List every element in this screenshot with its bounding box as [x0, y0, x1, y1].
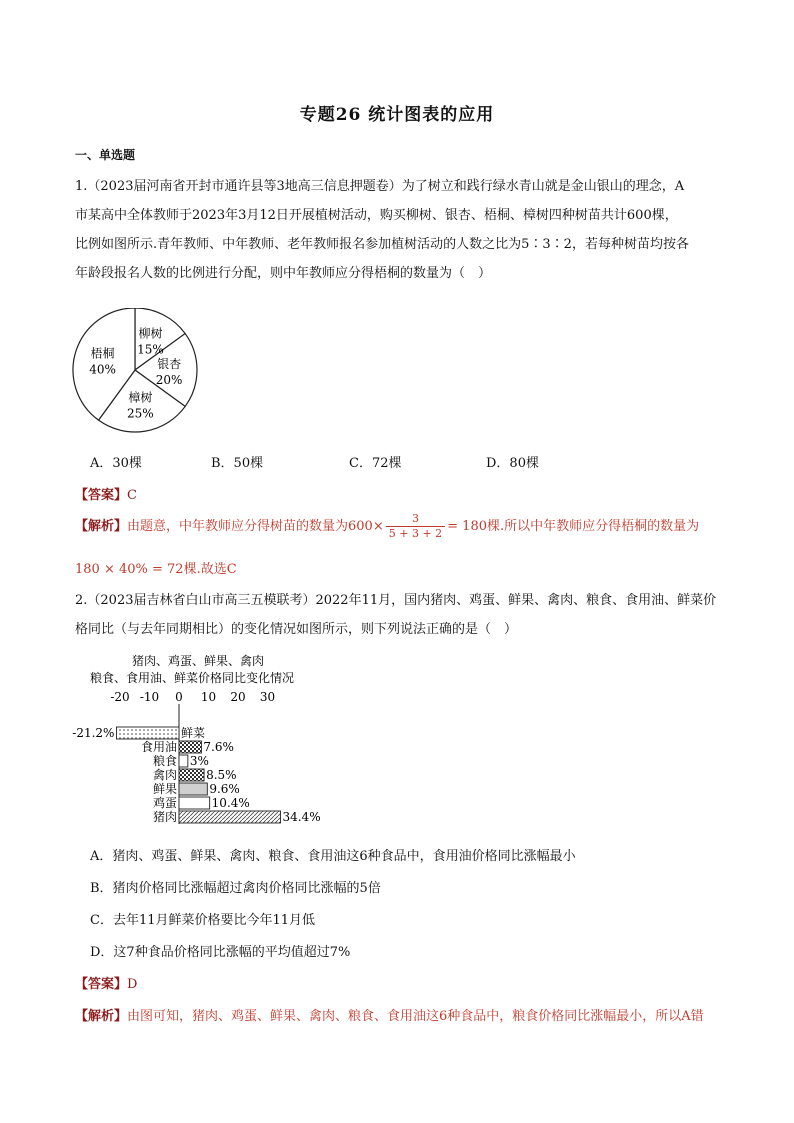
- analysis-text: 由图可知，猪肉、鸡蛋、鲜果、禽肉、粮食、食用油这6种食品中，粮食价格同比涨幅最小，所以A错: [127, 1009, 704, 1024]
- q1-answer: [75, 484, 137, 503]
- price-change-bar-chart: [70, 652, 330, 828]
- x-tick-label: 30: [259, 690, 276, 704]
- q1-line: 市某高中全体教师于2023年3月12日开展植树活动，购买柳树、银杏、梧桐、樟树四种树苗共计600棵，: [75, 208, 678, 223]
- value-label: 8.5%: [206, 768, 237, 782]
- fraction: [386, 512, 445, 541]
- pie-slice-name: 梧桐: [90, 346, 115, 361]
- category-label: 粮食: [152, 754, 177, 768]
- q1-line: 年龄段报名人数的比例进行分配，则中年教师应分得梧桐的数量为（ ）: [75, 266, 492, 281]
- section-heading: 一、单选题: [75, 148, 136, 162]
- pie-slice-name: 樟树: [128, 390, 153, 405]
- question-1-text: [75, 172, 723, 288]
- q2-analysis: [75, 1005, 735, 1024]
- q2-answer: [75, 973, 137, 992]
- value-label: -21.2%: [72, 726, 115, 740]
- answer-value: C: [127, 488, 137, 503]
- x-tick-labels: [110, 690, 275, 704]
- q1-line: 比例如图所示.青年教师、中年教师、老年教师报名参加植树活动的人数之比为5∶3∶2，若每种树苗均按各: [75, 237, 689, 252]
- pie-slice-percent: 25%: [126, 406, 154, 421]
- q1-analysis-line2: 180 × 40% = 72棵.故选C: [75, 562, 237, 577]
- x-tick-label: 10: [200, 690, 217, 704]
- bar-鲜菜: [116, 727, 179, 739]
- category-label: 鸡蛋: [152, 796, 177, 810]
- analysis-text: = 180棵.所以中年教师应分得梧桐的数量为: [447, 519, 700, 534]
- q2-option-d[interactable]: D．这7种食品价格同比涨幅的平均值超过7%: [90, 945, 351, 960]
- q1-option-b[interactable]: B．50棵: [211, 456, 264, 471]
- tree-pie-chart: [68, 308, 208, 434]
- pie-slice-name: 柳树: [138, 326, 163, 341]
- analysis-tag: 【解析】: [75, 519, 128, 534]
- q1-option-c[interactable]: C．72棵: [349, 456, 402, 471]
- q2-option-c[interactable]: C．去年11月鲜菜价格要比今年11月低: [90, 913, 316, 928]
- fraction-numerator: 3: [386, 512, 445, 527]
- q2-option-a[interactable]: A．猪肉、鸡蛋、鲜果、禽肉、粮食、食用油这6种食品中，食用油价格同比涨幅最小: [90, 849, 576, 864]
- value-label: 9.6%: [209, 782, 240, 796]
- q2-option-b[interactable]: B．猪肉价格同比涨幅超过禽肉价格同比涨幅的5倍: [90, 881, 381, 896]
- pie-slice-percent: 20%: [155, 373, 183, 387]
- x-tick-label: -20: [110, 690, 130, 704]
- pie-slice-name: 银杏: [157, 357, 182, 371]
- analysis-text: 由题意，中年教师应分得树苗的数量为600×: [127, 519, 384, 534]
- x-tick-label: 20: [230, 690, 246, 704]
- answer-value: D: [127, 977, 138, 992]
- category-label: 猪肉: [152, 810, 177, 824]
- bar-食用油: [179, 741, 201, 753]
- q1-line: 1.（2023届河南省开封市通许县等3地高三信息押题卷）为了树立和践行绿水青山就是金山银山的理念，A: [75, 179, 685, 194]
- bar-鸡蛋: [179, 797, 210, 809]
- q1-analysis: [75, 512, 735, 541]
- fraction-denominator: 5 + 3 + 2: [388, 527, 443, 540]
- pie-slice-percent: 15%: [137, 342, 164, 357]
- chart-title-line2: 粮食、食用油、鲜菜价格同比变化情况: [89, 671, 295, 685]
- page-title: 专题26 统计图表的应用: [299, 105, 495, 125]
- q1-option-a[interactable]: A．30棵: [90, 456, 142, 471]
- bar-猪肉: [179, 811, 280, 823]
- category-label: 禽肉: [152, 768, 177, 782]
- bar-鲜果: [179, 783, 207, 795]
- analysis-tag: 【解析】: [75, 1009, 128, 1024]
- answer-tag: 【答案】: [75, 488, 128, 503]
- pie-slice-percent: 40%: [89, 362, 116, 377]
- q2-line: 2.（2023届吉林省白山市高三五模联考）2022年11月，国内猪肉、鸡蛋、鲜果、禽肉、粮食、食用油、鲜菜价: [75, 593, 717, 608]
- answer-tag: 【答案】: [75, 977, 128, 992]
- q2-line: 格同比（与去年同期相比）的变化情况如图所示，则下列说法正确的是（ ）: [75, 622, 518, 637]
- bars: [72, 704, 320, 824]
- bar-禽肉: [179, 769, 204, 781]
- value-label: 3%: [189, 754, 209, 768]
- category-label: 食用油: [140, 740, 177, 754]
- category-label: 鲜菜: [181, 726, 206, 740]
- bar-粮食: [179, 755, 188, 767]
- category-label: 鲜果: [152, 782, 177, 796]
- question-2-text: [75, 586, 723, 644]
- x-tick-label: -10: [139, 690, 160, 704]
- value-label: 10.4%: [211, 796, 250, 810]
- value-label: 7.6%: [203, 740, 234, 754]
- value-label: 34.4%: [282, 810, 321, 824]
- q1-option-d[interactable]: D．80棵: [486, 456, 539, 471]
- chart-title-line1: 猪肉、鸡蛋、鲜果、禽肉: [131, 654, 265, 668]
- x-tick-label: 0: [175, 690, 183, 704]
